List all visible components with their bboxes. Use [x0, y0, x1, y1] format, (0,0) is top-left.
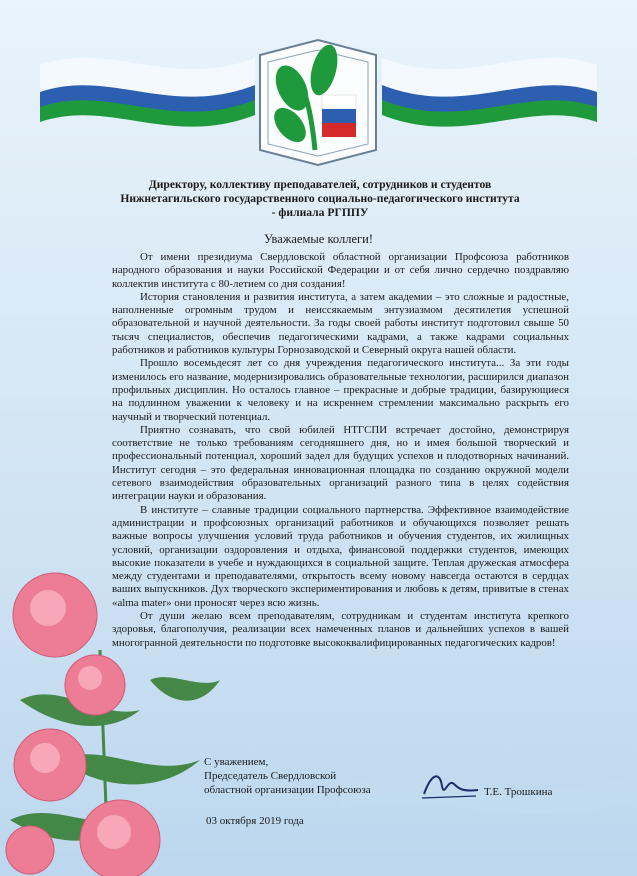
- decorative-ribbon: [340, 745, 637, 825]
- letter-body: [112, 251, 569, 650]
- banner-emblem: [0, 0, 637, 175]
- signature-line-2: Председатель Свердловской: [204, 770, 337, 782]
- handwritten-signature: [418, 768, 482, 802]
- paragraph-5: В институте – славные традиции социального партнерства. Эффективное взаимодействие администрации и профсоюзных организаций работников и обучающихся позволяет решать важные вопросы улучшения условий труда работников и обучения студентов, их жилищных условий, организации оздоровления и отдыха, финансовой поддержки студентов, имеющих высокие показатели в учебе и нуждающихся в социальной защите. Теплая дружеская атмосфера между студентами и преподавателями, открытость всему новому навсегда остаются в сердцах ваших выпускников. Дух творческого экспериментирования и любовь к детям, привитые в стенах «alma mater» они проносят через всю жизнь.: [112, 503, 569, 609]
- paragraph-1: От имени президиума Свердловской областной организации Профсоюза работников народного образования и науки Российской Федерации и от себя лично сердечно поздравляю коллектив института с 80-летием со дня создания!: [112, 251, 569, 290]
- heading-line-3: - филиала РГППУ: [271, 206, 369, 219]
- heading-line-1: Директору, коллективу преподавателей, сотрудников и студентов: [148, 178, 492, 191]
- paragraph-4: Приятно сознавать, что свой юбилей НТГСПИ встречает достойно, демонстрируя соответствие не только требованиям сегодняшнего дня, но и имея большой творческий и профессиональный потенциал, хороший задел для будущих успехов и плодотворных начинаний. Институт сегодня – это федеральная инновационная площадка по созданию окружной модели сетевого взаимодействия образовательных организаций разного типа в целях содействия интеграции науки и образования.: [112, 423, 569, 503]
- heading-line-2: Нижнетагильского государственного социально-педагогического института: [120, 192, 520, 205]
- greeting: Уважаемые коллеги!: [264, 232, 373, 246]
- paragraph-3: Прошло восемьдесят лет со дня учреждения педагогического института... За эти годы изменилось его название, модернизировались образовательные технологии, расширился диапазон профильных дисциплин. Но осталось главное – прекрасные и добрые традиции, базирующиеся на подлинном уважении к человеку и на искреннем стремлении максимально раскрыть его научный и творческий потенциал.: [112, 357, 569, 423]
- signatory-name: Т.Е. Трошкина: [484, 786, 553, 798]
- signature-block: [204, 755, 371, 797]
- signature-line-1: С уважением,: [204, 756, 269, 768]
- signature-line-3: областной организации Профсоюза: [204, 784, 371, 796]
- letter-heading: [60, 178, 580, 220]
- letter-date: 03 октября 2019 года: [206, 815, 304, 827]
- paragraph-2: История становления и развития института, а затем академии – это сложные и радостные, наполненные огромным трудом и неиссякаемым энтузиазмом десятилетия успешной образовательной и научной деятельности. За годы своей работы институт подготовил свыше 50 тысяч специалистов, обеспечив педагогическими кадрами, а также кадрами социальных работников и работников культуры Горнозаводской и Северный округа нашей области.: [112, 290, 569, 357]
- paragraph-6: От души желаю всем преподавателям, сотрудникам и студентам института крепкого здоровья, благополучия, реализации всех намеченных планов и дальнейших успехов в вашей многогранной деятельности по подготовке высококвалифицированных педагогических кадров!: [112, 610, 569, 649]
